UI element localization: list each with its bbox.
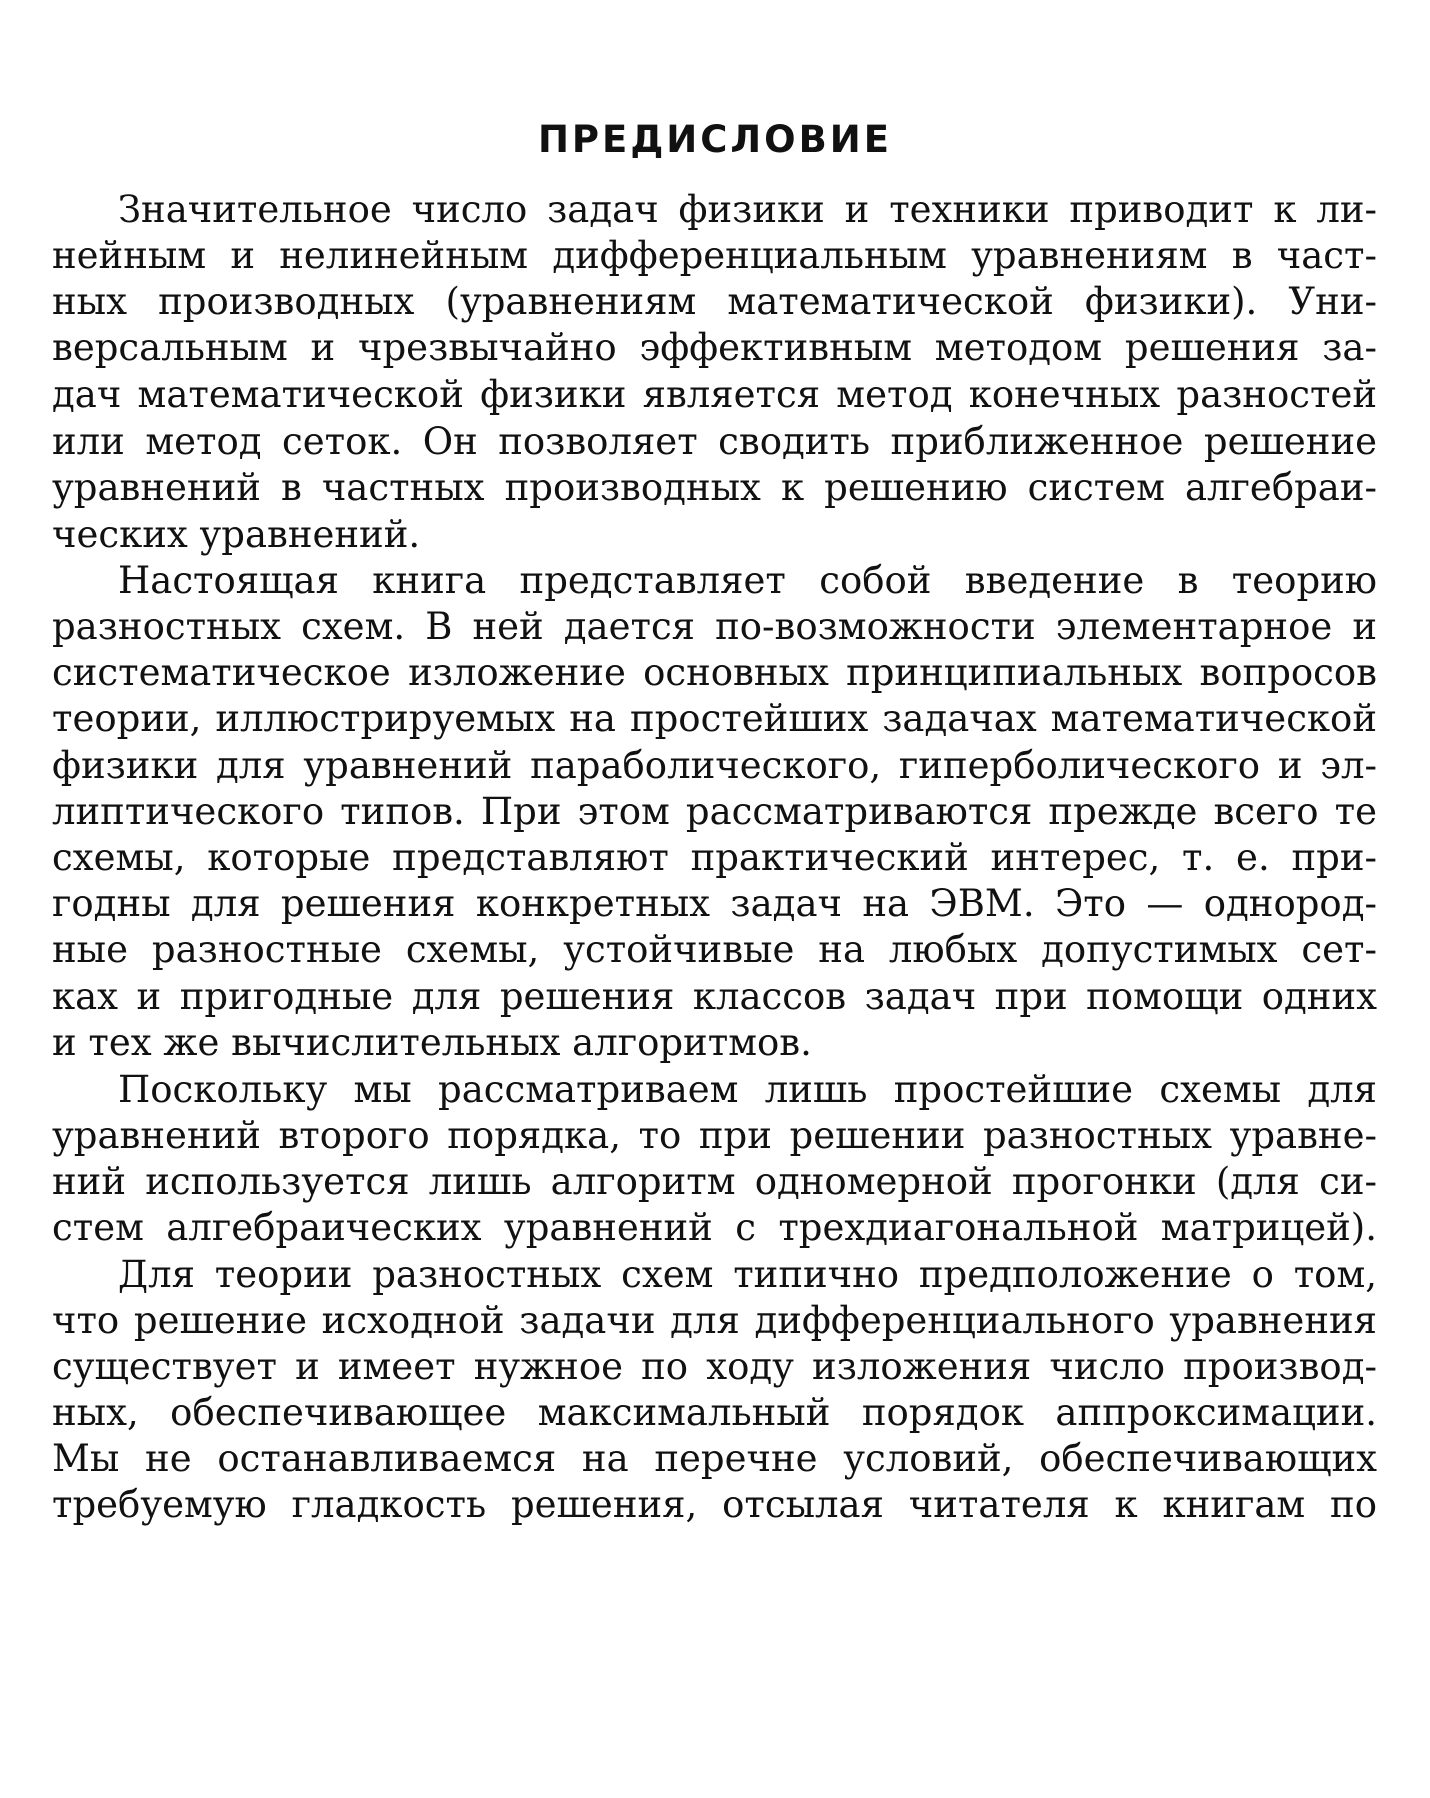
text-line: требуемую гладкость решения, отсылая читателя к книгам по <box>52 1483 1377 1526</box>
text-line: ках и пригодные для решения классов задач при помощи одних <box>52 975 1377 1018</box>
text-line: нейным и нелинейным дифференциальным уравнениям в част- <box>52 234 1377 277</box>
text-line: ных, обеспечивающее максимальный порядок аппроксимации. <box>52 1391 1377 1434</box>
text-line: Поскольку мы рассматриваем лишь простейшие схемы для <box>118 1068 1377 1111</box>
text-line: разностных схем. В ней дается по-возможности элементарное и <box>52 605 1377 648</box>
page-title: ПРЕДИСЛОВИЕ <box>537 118 893 161</box>
text-line: что решение исходной задачи для дифференциального уравнения <box>52 1299 1377 1342</box>
text-line: физики для уравнений параболического, гиперболического и эл- <box>52 744 1377 787</box>
text-line: Для теории разностных схем типично предположение о том, <box>118 1253 1377 1296</box>
text-line: версальным и чрезвычайно эффективным методом решения за- <box>52 326 1377 369</box>
text-line: теории, иллюстрируемых на простейших задачах математической <box>52 697 1377 740</box>
text-line: липтического типов. При этом рассматриваются прежде всего те <box>52 790 1377 833</box>
text-line: систематическое изложение основных принципиальных вопросов <box>52 651 1377 694</box>
text-line: ные разностные схемы, устойчивые на любых допустимых сет- <box>52 928 1377 971</box>
text-line: существует и имеет нужное по ходу изложения число производ- <box>52 1345 1377 1388</box>
text-line: или метод сеток. Он позволяет сводить приближенное решение <box>52 420 1377 463</box>
text-line: дач математической физики является метод конечных разностей <box>52 373 1377 416</box>
text-line: Значительное число задач физики и техники приводит к ли- <box>118 188 1377 231</box>
text-line: и тех же вычислительных алгоритмов. <box>52 1021 812 1064</box>
text-line: Настоящая книга представляет собой введение в теорию <box>118 559 1377 602</box>
text-line: Мы не останавливаемся на перечне условий, обеспечивающих <box>52 1437 1377 1480</box>
text-line: ных производных (уравнениям математической физики). Уни- <box>52 280 1377 323</box>
text-line: годны для решения конкретных задач на ЭВМ. Это — однород- <box>52 882 1377 925</box>
text-line: схемы, которые представляют практический интерес, т. е. при- <box>52 836 1377 879</box>
text-line: уравнений в частных производных к решению систем алгебраи- <box>52 466 1377 509</box>
text-line: уравнений второго порядка, то при решении разностных уравне- <box>52 1114 1377 1157</box>
text-line: ческих уравнений. <box>52 513 421 556</box>
text-line: стем алгебраических уравнений с трехдиагональной матрицей). <box>52 1206 1377 1249</box>
text-line: ний используется лишь алгоритм одномерной прогонки (для си- <box>52 1160 1377 1203</box>
